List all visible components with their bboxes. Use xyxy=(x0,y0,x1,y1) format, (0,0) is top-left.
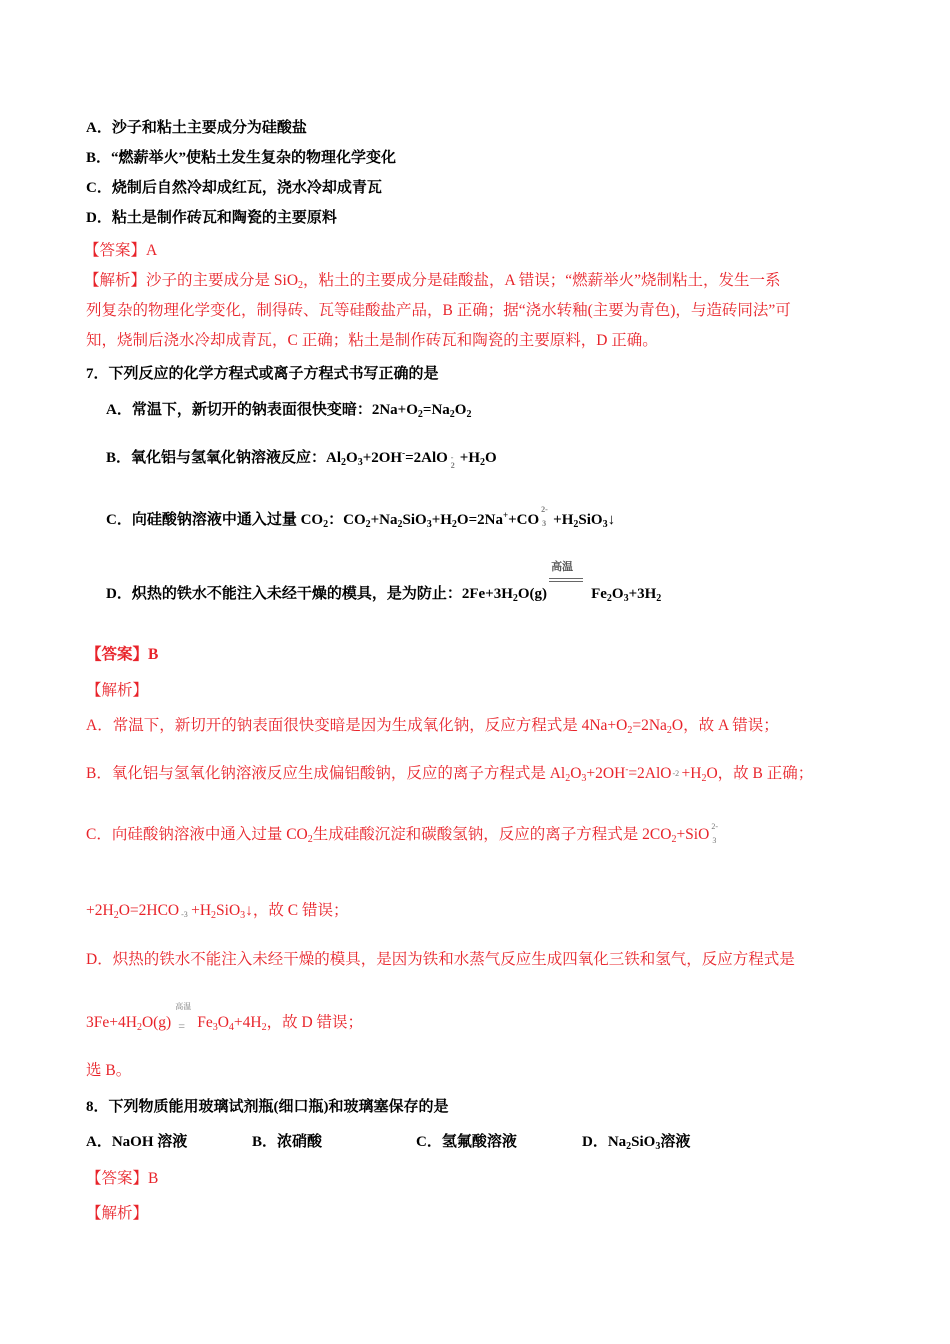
answer-value: A xyxy=(146,242,158,259)
explanation-text: ，故 D 错误； xyxy=(266,1014,364,1031)
q8-option-a: A．NaOH 溶液 xyxy=(86,1134,188,1150)
option-label: B．氧化铝与氢氧化钠溶液反应： xyxy=(106,450,327,466)
explanation-text: 生成硅酸沉淀和碳酸氢钠，反应的离子方程式是 xyxy=(312,826,643,843)
q7-option-b: B．氧化铝与氢氧化钠溶液反应：$Al_2O_3+2OH^-=2AlO$ - 2 $+H_2O$ xyxy=(106,448,497,470)
answer-tag: 【答案】 xyxy=(86,1170,149,1187)
option-text: D．Na xyxy=(582,1134,627,1150)
q8-answer xyxy=(86,1166,158,1188)
q6-option-d: D．粘土是制作砖瓦和陶瓷的主要原料 xyxy=(86,210,337,226)
q8-option-d: D．$Na_2SiO_3$溶液 xyxy=(582,1134,691,1152)
q8-option-c: C．氢氟酸溶液 xyxy=(416,1134,517,1150)
explanation-text: A．常温下，新切开的钠表面很快变暗是因为生成氧化钠，反应方程式是 xyxy=(86,717,582,734)
answer-value: B xyxy=(148,646,159,663)
option-label: ： xyxy=(328,512,344,528)
option-label: C．向硅酸钠溶液中通入过量 CO xyxy=(106,512,324,528)
q7-explanation-d-line2: $3Fe+4H_2O(g)$ 高温 = $Fe_3O_4+4H_2$，故 D 错误； xyxy=(86,1002,364,1033)
answer-tag: 【答案】 xyxy=(86,646,149,663)
q8-analysis-tag: 【解析】 xyxy=(86,1205,149,1222)
analysis-text: ，粘土的主要成分是硅酸盐，A 错误；“燃薪举火”烧制粘土，发生一系 xyxy=(303,272,781,289)
q7-explanation-c-line2: $+2H_2O=2HCO$ -3 $+H_2SiO_3↓$，故 C 错误； xyxy=(86,902,349,921)
condition-label: 高温 xyxy=(175,1002,192,1011)
condition-label: 高温 xyxy=(551,561,574,573)
explanation-text: C．向硅酸钠溶液中通入过量 CO xyxy=(86,826,308,843)
answer-value: B xyxy=(148,1170,159,1187)
q8-option-b: B．浓硝酸 xyxy=(252,1134,323,1150)
q6-option-a: A．沙子和粘土主要成分为硅酸盐 xyxy=(86,120,307,136)
q7-analysis-tag: 【解析】 xyxy=(86,682,149,699)
q6-option-c: C．烧制后自然冷却成红瓦，浇水冷却成青瓦 xyxy=(86,180,382,196)
option-label: D．炽热的铁水不能注入未经干燥的模具，是为防止： xyxy=(106,586,462,602)
explanation-text: ，故 A 错误； xyxy=(683,717,779,734)
explanation-text: B．氧化铝与氢氧化钠溶液反应生成偏铝酸钠，反应的离子方程式是 xyxy=(86,765,550,782)
analysis-text: 沙子的主要成分是 SiO xyxy=(146,272,299,289)
option-text: 溶液 xyxy=(660,1134,691,1150)
option-label: A．常温下，新切开的钠表面很快变暗： xyxy=(106,402,372,418)
q7-explanation-b: B．氧化铝与氢氧化钠溶液反应生成偏铝酸钠，反应的离子方程式是 $Al_2O_3+2OH^-=2AlO$ -2 $+H_2O$，故 B 正确； xyxy=(86,764,814,784)
q7-explanation-c-line1: C．向硅酸钠溶液中通入过量 $CO_2$生成硅酸沉淀和碳酸氢钠，反应的离子方程式是 $2CO_2+SiO$ 2- 3 xyxy=(86,822,718,845)
q6-analysis-line3: 知，烧制后浇水冷却成青瓦，C 正确；粘土是制作砖瓦和陶瓷的主要原料，D 正确。 xyxy=(86,332,658,349)
explanation-text: ，故 B 正确； xyxy=(717,765,814,782)
q7-explanation-d-line1: D．炽热的铁水不能注入未经干燥的模具，是因为铁和水蒸气反应生成四氧化三铁和氢气，反应方程式是 xyxy=(86,951,795,968)
answer-tag: 【答案】 xyxy=(84,242,147,259)
q6-analysis-line2: 列复杂的物理化学变化，制得砖、瓦等硅酸盐产品，B 正确；据“浇水转釉(主要为青色)，与造砖同法”可 xyxy=(86,302,791,319)
analysis-tag: 【解析】 xyxy=(84,272,147,289)
q6-analysis-line1: 【解析】沙子的主要成分是 SiO$_2$，粘土的主要成分是硅酸盐，A 错误；“燃薪举火”烧制粘土，发生一系 xyxy=(84,272,781,291)
option-text: SiO xyxy=(631,1134,656,1150)
explanation-text: ，故 C 错误； xyxy=(252,902,349,919)
q7-option-d: D．炽热的铁水不能注入未经干燥的模具，是为防止：$2Fe+3H_2O(g)$ 高温 $Fe_2O_3+3H_2$ xyxy=(106,561,662,604)
q7-option-c: C．向硅酸钠溶液中通入过量 $CO_2$：$CO_2+Na_2SiO_3+H_2O=2Na^++CO$ 2- 3 $+H_2SiO_3↓$ xyxy=(106,505,616,530)
q6-answer xyxy=(84,238,157,260)
q7-answer xyxy=(86,642,158,664)
q6-option-b: B．“燃薪举火”使粘土发生复杂的物理化学变化 xyxy=(86,150,397,166)
q7-stem: 7．下列反应的化学方程式或离子方程式书写正确的是 xyxy=(86,366,439,382)
q8-stem: 8．下列物质能用玻璃试剂瓶(细口瓶)和玻璃塞保存的是 xyxy=(86,1099,449,1115)
q7-explanation-a: A．常温下，新切开的钠表面很快变暗是因为生成氧化钠，反应方程式是 $4Na+O_2=2Na_2O$，故 A 错误； xyxy=(86,717,779,736)
q7-option-a: A．常温下，新切开的钠表面很快变暗：$2Na+O_2=Na_2O_2$ xyxy=(106,402,472,420)
q7-conclusion: 选 B。 xyxy=(86,1062,132,1079)
